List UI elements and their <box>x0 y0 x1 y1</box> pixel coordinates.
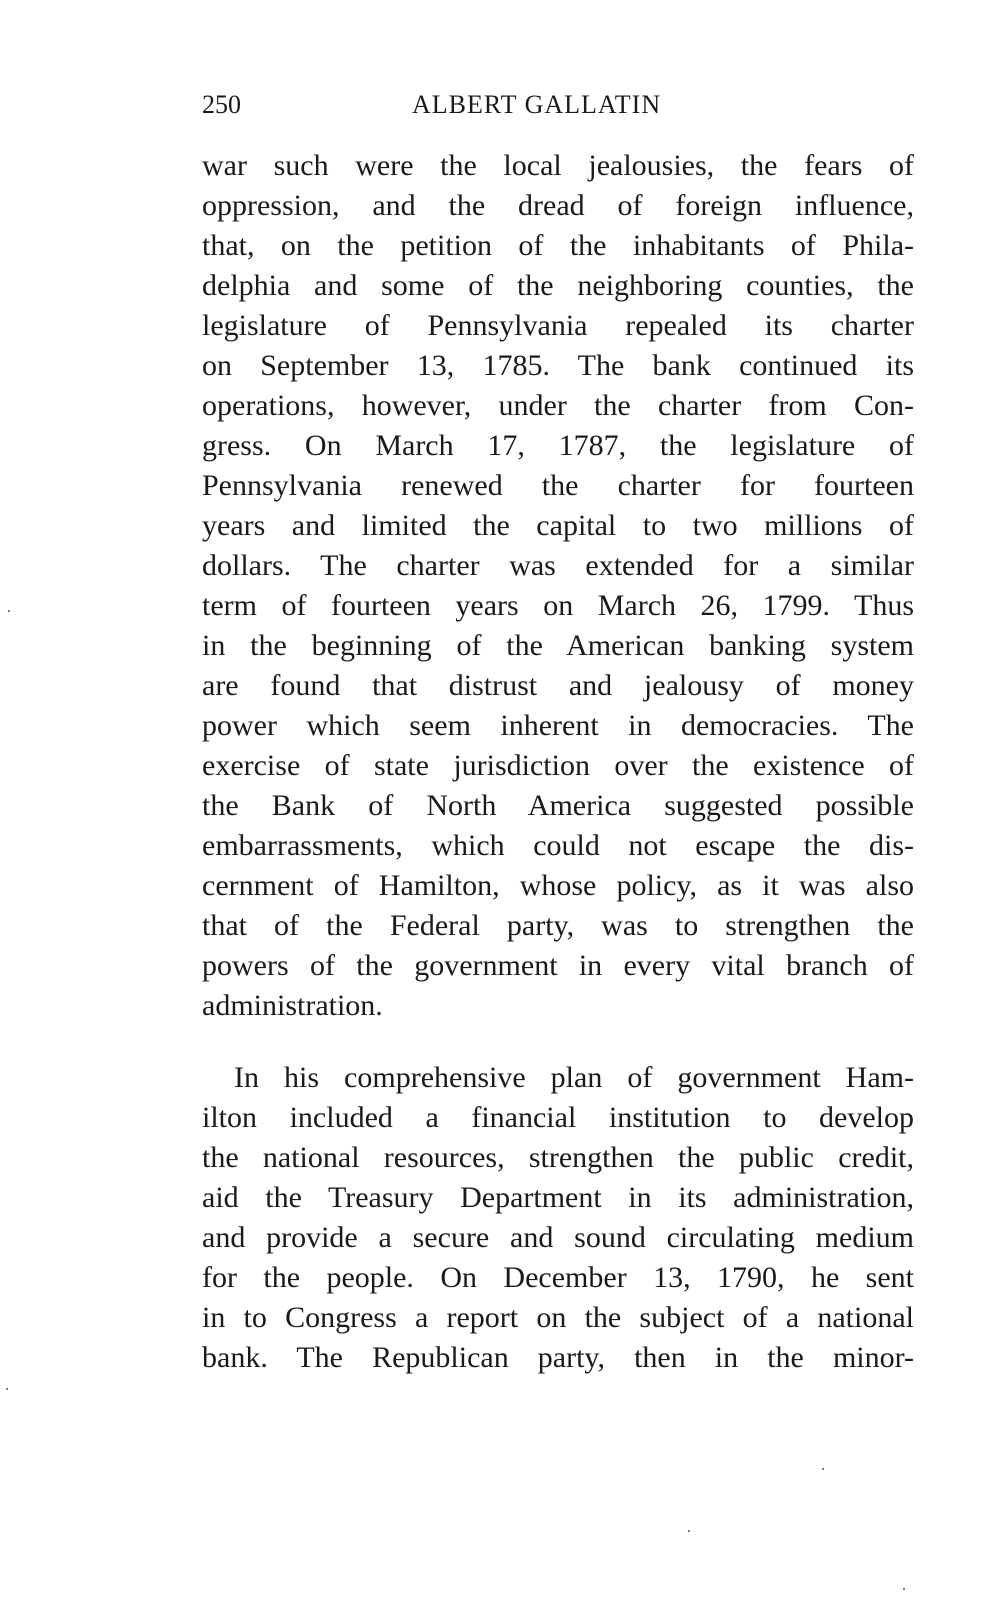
running-head <box>202 90 914 130</box>
text-line: operations, however, under the charter from Con- <box>202 389 914 422</box>
text-line: legislature of Pennsylvania repealed its charter <box>202 309 914 342</box>
text-line: ilton included a financial institution to develop <box>202 1101 914 1134</box>
text-line: delphia and some of the neighboring counties, the <box>202 269 914 302</box>
text-line: oppression, and the dread of foreign influence, <box>202 189 914 222</box>
text-line: that of the Federal party, was to strengthen the <box>202 909 914 942</box>
text-line: power which seem inherent in democracies. The <box>202 709 914 742</box>
paragraph-2 <box>202 1058 914 1378</box>
paper-speck <box>822 1468 824 1470</box>
text-line: are found that distrust and jealousy of money <box>202 669 914 702</box>
text-line: on September 13, 1785. The bank continued its <box>202 349 914 382</box>
paper-speck <box>6 1388 8 1390</box>
text-line: war such were the local jealousies, the fears of <box>202 149 914 182</box>
text-line: In his comprehensive plan of government Ham- <box>234 1061 914 1094</box>
text-line: administration. <box>202 989 383 1022</box>
text-line: term of fourteen years on March 26, 1799. Thus <box>202 589 914 622</box>
text-line: for the people. On December 13, 1790, he sent <box>202 1261 914 1294</box>
text-line: in the beginning of the American banking system <box>202 629 914 662</box>
text-line: the national resources, strengthen the public credit, <box>202 1141 914 1174</box>
paper-speck <box>903 1588 905 1590</box>
text-line: embarrassments, which could not escape the dis- <box>202 829 914 862</box>
paper-speck <box>688 1530 690 1532</box>
text-line: that, on the petition of the inhabitants of Phila- <box>202 229 914 262</box>
text-line: dollars. The charter was extended for a similar <box>202 549 914 582</box>
text-line: in to Congress a report on the subject of a national <box>202 1301 914 1334</box>
text-line: the Bank of North America suggested possible <box>202 789 914 822</box>
text-line: exercise of state jurisdiction over the existence of <box>202 749 914 782</box>
page-number: 250 <box>202 90 241 119</box>
paper-speck <box>8 610 10 612</box>
running-title: ALBERT GALLATIN <box>412 90 662 119</box>
text-line: bank. The Republican party, then in the minor- <box>202 1341 914 1374</box>
text-line: aid the Treasury Department in its administration, <box>202 1181 914 1214</box>
text-line: gress. On March 17, 1787, the legislature of <box>202 429 914 462</box>
text-line: cernment of Hamilton, whose policy, as it was also <box>202 869 914 902</box>
text-line: powers of the government in every vital branch of <box>202 949 914 982</box>
text-line: years and limited the capital to two millions of <box>202 509 914 542</box>
text-line: and provide a secure and sound circulating medium <box>202 1221 914 1254</box>
paragraph-1 <box>202 146 914 1026</box>
text-line: Pennsylvania renewed the charter for fourteen <box>202 469 914 502</box>
